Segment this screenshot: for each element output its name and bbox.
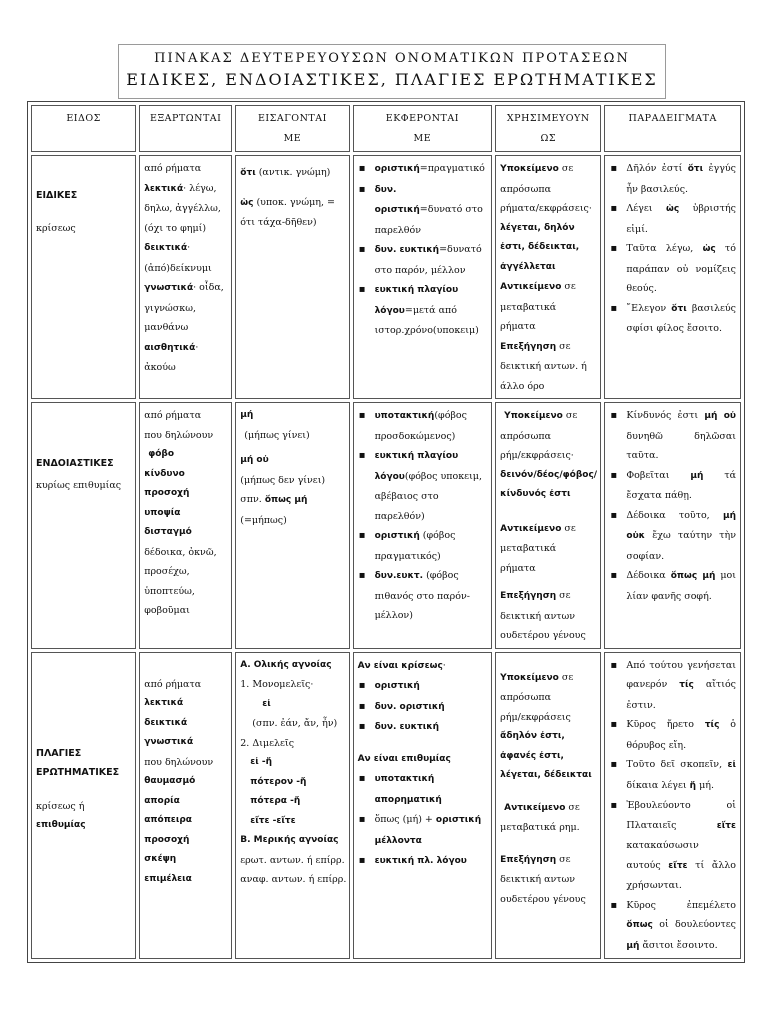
row-plagies (31, 652, 741, 960)
list-item: ▪ Δῆλόν ἐστί ὅτι ἐγγύς ἦν βασιλεύς. (609, 159, 736, 199)
endoiastikes-exartontai-cell: από ρήματα που δηλώνουν φόβο κίνδυνο προσοχή υποψία δισταγμό δέδοικα, ὀκνῶ, προσέχω, ὑποπτεύω, φοβοῦμαι (139, 402, 232, 649)
endoiastikes-eisagontai-cell: μή (μήπως γίνει) μή οὐ (μήπως δεν γίνει) σπν. ὅπως μή (=μήπως) (235, 402, 349, 649)
list-item: ▪ οριστική (358, 676, 488, 697)
list-item: ▪ δυν. ευκτική=δυνατό στο παρόν, μέλλον (358, 240, 488, 280)
endoiastikes-examples-list (609, 406, 736, 606)
header-ekferontai: ΕΚΦΕΡΟΝΤΑΙ ΜΕ (353, 105, 493, 152)
list-item: ▪ ευκτική πλαγίου λόγου=μετά από ιστορ.χρόνο(υποκειμ) (358, 280, 488, 341)
eidikes-sub: κρίσεως (36, 222, 76, 234)
plagies-ekferontai-cell: Αν είναι κρίσεως· ▪ οριστική ▪ δυν. οριστική ▪ δυν. ευκτική Αν είναι επιθυμίας ▪ υποτακτική απορηματική ▪ ὅπως (μή) + οριστική μέλλοντα ▪ ευκτική πλ. λόγου (353, 652, 493, 960)
list-item: ▪ υποτακτική απορηματική (358, 769, 488, 810)
endoiastikes-sub: κυρίως επιθυμίας (36, 479, 122, 491)
endoiastikes-xrisimeyoun-cell: Υποκείμενο σε απρόσωπα ρήμ/εκφράσεις· δεινόν/δέος/φόβος/ κίνδυνός ἐστι Αντικείμενο σε μεταβατικά ρήματα Επεξήγηση σε δεικτική αντων ουδετέρου γένους (495, 402, 601, 649)
list-item: ▪ Κίνδυνός ἐστι μή οὐ δυνηθῶ δηλῶσαι ταῦτα. (609, 406, 736, 466)
plagies-exartontai-cell: από ρήματα λεκτικά δεικτικά γνωστικά που δηλώνουν θαυμασμό απορία απόπειρα προσοχή σκέψη επιμέλεια (139, 652, 232, 960)
list-item: ▪ οριστική (φόβος πραγματικός) (358, 526, 488, 566)
plagies-name-1: ΠΛΑΓΙΕΣ (36, 747, 82, 759)
plagies-ekferontai-list-krisis (358, 676, 488, 738)
row-endoiastikes (31, 402, 741, 649)
header-eisagontai: ΕΙΣΑΓΟΝΤΑΙ ΜΕ (235, 105, 349, 152)
eidikes-name: ΕΙΔΙΚΕΣ (36, 190, 78, 201)
eidikes-paradeigmata-cell (604, 155, 741, 399)
endoiastikes-ekferontai-list (358, 406, 488, 626)
plagies-eisagontai-cell: Α. Ολικής αγνοίας 1. Μονομελεῖς· εἰ (σπν. ἐάν, ἄν, ἦν) 2. Διμελεῖς εἰ -ἤ πότερον -ἤ πότερα -ἤ εἴτε -εἴτε Β. Μερικής αγνοίας ερωτ. αντων. ή επίρρ. αναφ. αντων. ή επίρρ. (235, 652, 349, 960)
eidikes-ekferontai-list (358, 159, 488, 341)
header-xrisimeyoun: ΧΡΗΣΙΜΕΥΟΥΝ ΩΣ (495, 105, 601, 152)
plagies-kind-cell (31, 652, 136, 960)
plagies-sub-2: επιθυμίας (36, 820, 86, 830)
list-item: ▪ Τοῦτο δεῖ σκοπεῖν, εἰ δίκαια λέγει ἤ μή. (609, 755, 736, 796)
list-item: ▪ Δέδοικα ὅπως μή μοι λίαν φανῆς σοφή. (609, 566, 736, 606)
list-item: ▪ ευκτική πλ. λόγου (358, 851, 488, 872)
list-item: ▪ δυν. ευκτική (358, 717, 488, 738)
table-subtitle: ΕΙΔΙΚΕΣ, ΕΝΔΟΙΑΣΤΙΚΕΣ, ΠΛΑΓΙΕΣ ΕΡΩΤΗΜΑΤΙΚΕΣ (126, 70, 658, 89)
list-item: ▪ υποτακτική(φόβος προσδοκώμενος) (358, 406, 488, 446)
list-item: ▪ δυν.ευκτ. (φόβος πιθανός στο παρόν-μέλλον) (358, 566, 488, 626)
title-box (118, 44, 666, 99)
list-item: ▪ Κῦρος ἤρετο τίς ὁ θόρυβος εἴη. (609, 715, 736, 755)
plagies-ekferontai-list-epithymia (358, 769, 488, 872)
endoiastikes-paradeigmata-cell (604, 402, 741, 649)
plagies-name-2: ΕΡΩΤΗΜΑΤΙΚΕΣ (36, 767, 120, 778)
row-eidikes (31, 155, 741, 399)
list-item: ▪ Από τούτου γενήσεται φανερόν τίς αἴτιός ἐστιν. (609, 656, 736, 716)
list-item: ▪ ὅπως (μή) + οριστική μέλλοντα (358, 810, 488, 851)
header-eidos: ΕΙΔΟΣ (31, 105, 136, 152)
eidikes-exartontai-cell: από ρήματα λεκτικά· λέγω, δηλω, ἀγγέλλω, (όχι το φημί) δεικτικά· (ἀπό)δείκνυμι γνωστικά· οἶδα, γιγνώσκω, μανθάνω αισθητικά· ἀκούω (139, 155, 232, 399)
list-item: ▪ Ταῦτα λέγω, ὡς τό παράπαν οὐ νομίζεις θεούς. (609, 239, 736, 299)
endoiastikes-name: ΕΝΔΟΙΑΣΤΙΚΕΣ (36, 458, 114, 469)
plagies-examples-list (609, 656, 736, 957)
grammar-table (27, 101, 745, 963)
endoiastikes-ekferontai-cell (353, 402, 493, 649)
header-row (31, 105, 741, 152)
list-item: ▪ οριστική=πραγματικό (358, 159, 488, 180)
list-item: ▪ ῎Ελεγον ὅτι βασιλεύς σφίσι φίλος ἔσοιτο. (609, 299, 736, 339)
table-title: ΠΙΝΑΚΑΣ ΔΕΥΤΕΡΕΥΟΥΣΩΝ ΟΝΟΜΑΤΙΚΩΝ ΠΡΟΤΑΣΕΩΝ (154, 51, 630, 66)
plagies-sub-1: κρίσεως ή (36, 800, 85, 812)
eidikes-examples-list (609, 159, 736, 339)
list-item: ▪ δυν. οριστική (358, 697, 488, 718)
list-item: ▪ ευκτική πλαγίου λόγου(φόβος υποκειμ, αβέβαιος στο παρελθόν) (358, 446, 488, 526)
list-item: ▪ Κῦρος ἐπεμέλετο ὅπως οἱ δουλεύοντες μή ἄσιτοι ἔσοιντο. (609, 896, 736, 957)
list-item: ▪ δυν. οριστική=δυνατό στο παρελθόν (358, 180, 488, 241)
eidikes-ekferontai-cell (353, 155, 493, 399)
header-exartontai: ΕΞΑΡΤΩΝΤΑΙ (139, 105, 232, 152)
list-item: ▪ Λέγει ὡς ὑβριστής εἰμί. (609, 199, 736, 239)
list-item: ▪ Δέδοικα τοῦτο, μή οὐκ ἔχω ταύτην τὴν σοφίαν. (609, 506, 736, 567)
eidikes-xrisimeyoun-cell: Υποκείμενο σε απρόσωπα ρήματα/εκφράσεις· λέγεται, δηλόν ἐστι, δέδεικται, ἀγγέλλεται Αντικείμενο σε μεταβατικά ρήματα Επεξήγηση σε δεικτική αντων. ή άλλο όρο (495, 155, 601, 399)
header-paradeigmata: ΠΑΡΑΔΕΙΓΜΑΤΑ (604, 105, 741, 152)
endoiastikes-kind-cell (31, 402, 136, 649)
plagies-paradeigmata-cell (604, 652, 741, 960)
list-item: ▪ Ἐβουλεύοντο οἱ Πλαταιεῖς εἴτε κατακαύσωσιν αυτούς εἴτε τί ἄλλο χρήσωνται. (609, 796, 736, 896)
eidikes-kind-cell (31, 155, 136, 399)
list-item: ▪ Φοβεῖται μή τά ἔσχατα πάθῃ. (609, 466, 736, 506)
plagies-xrisimeyoun-cell: Υποκείμενο σε απρόσωπα ρήμ/εκφράσεις ἄδηλόν ἐστι, ἀφανές ἐστι, λέγεται, δέδεικται Αντικείμενο σε μεταβατικά ρημ. Επεξήγηση σε δεικτική αντων ουδετέρου γένους (495, 652, 601, 960)
eidikes-eisagontai-cell: ὅτι (αντικ. γνώμη) ὡς (υποκ. γνώμη, = ότι τάχα-δῆθεν) (235, 155, 349, 399)
